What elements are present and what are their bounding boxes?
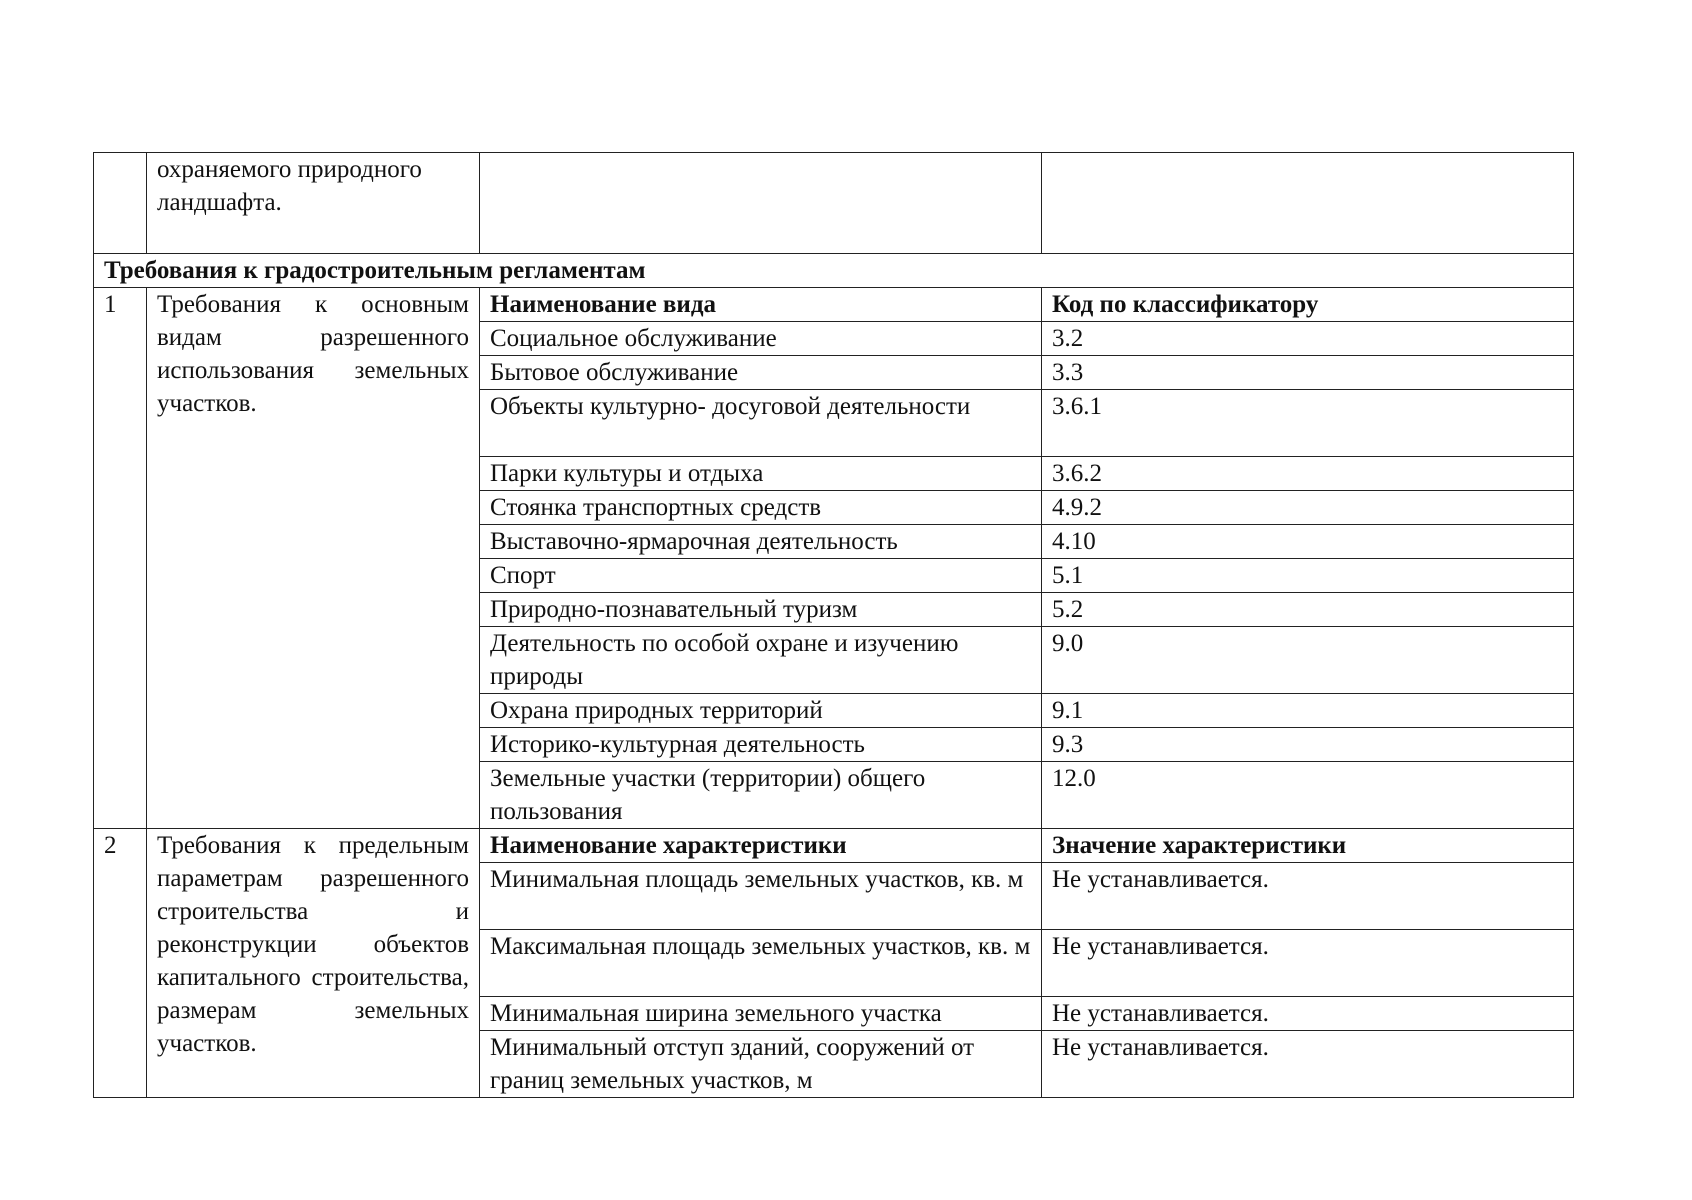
use-type-code: 4.9.2 xyxy=(1042,491,1574,525)
regulations-table xyxy=(93,152,1574,1098)
use-type-name: Природно-познавательный туризм xyxy=(480,593,1042,627)
characteristic-name: Минимальная ширина земельного участка xyxy=(480,997,1042,1031)
use-type-code: 3.6.1 xyxy=(1042,390,1574,457)
table-row xyxy=(94,829,1574,863)
column-header-characteristic: Наименование характеристики xyxy=(480,829,1042,863)
use-type-name: Социальное обслуживание xyxy=(480,322,1042,356)
row-number: 1 xyxy=(94,288,147,829)
use-type-name: Деятельность по особой охране и изучению природы xyxy=(480,627,1042,694)
characteristic-name: Максимальная площадь земельных участков, кв. м xyxy=(480,930,1042,997)
use-type-code: 3.6.2 xyxy=(1042,457,1574,491)
section-heading-row xyxy=(94,254,1574,288)
continuation-text: охраняемого природного ландшафта. xyxy=(147,153,480,254)
use-type-code: 5.2 xyxy=(1042,593,1574,627)
empty-cell xyxy=(1042,153,1574,254)
use-type-name: Парки культуры и отдыха xyxy=(480,457,1042,491)
use-type-name: Объекты культурно- досуговой деятельности xyxy=(480,390,1042,457)
use-type-name: Бытовое обслуживание xyxy=(480,356,1042,390)
use-type-code: 9.3 xyxy=(1042,728,1574,762)
use-type-code: 5.1 xyxy=(1042,559,1574,593)
table-row xyxy=(94,288,1574,322)
use-type-code: 4.10 xyxy=(1042,525,1574,559)
use-type-code: 3.3 xyxy=(1042,356,1574,390)
characteristic-value: Не устанавливается. xyxy=(1042,863,1574,930)
characteristic-value: Не устанавливается. xyxy=(1042,930,1574,997)
column-header-value: Значение характеристики xyxy=(1042,829,1574,863)
use-type-code: 12.0 xyxy=(1042,762,1574,829)
use-type-name: Охрана природных территорий xyxy=(480,694,1042,728)
column-header-code: Код по классификатору xyxy=(1042,288,1574,322)
continuation-row xyxy=(94,153,1574,254)
use-type-name: Спорт xyxy=(480,559,1042,593)
section-title: Требования к градостроительным регламентам xyxy=(94,254,1574,288)
column-header-name: Наименование вида xyxy=(480,288,1042,322)
characteristic-name: Минимальный отступ зданий, сооружений от границ земельных участков, м xyxy=(480,1031,1042,1098)
characteristic-value: Не устанавливается. xyxy=(1042,1031,1574,1098)
use-type-code: 3.2 xyxy=(1042,322,1574,356)
number-cell xyxy=(94,153,147,254)
use-type-name: Выставочно-ярмарочная деятельность xyxy=(480,525,1042,559)
use-type-code: 9.1 xyxy=(1042,694,1574,728)
use-type-name: Стоянка транспортных средств xyxy=(480,491,1042,525)
characteristic-name: Минимальная площадь земельных участков, кв. м xyxy=(480,863,1042,930)
use-type-name: Земельные участки (территории) общего пользования xyxy=(480,762,1042,829)
row-number: 2 xyxy=(94,829,147,1098)
empty-cell xyxy=(480,153,1042,254)
characteristic-value: Не устанавливается. xyxy=(1042,997,1574,1031)
requirement-description: Требования к предельным параметрам разрешенного строительства и реконструкции объектов капитального строительства, размерам земельных участков. xyxy=(147,829,480,1098)
requirement-description: Требования к основным видам разрешенного использования земельных участков. xyxy=(147,288,480,829)
use-type-code: 9.0 xyxy=(1042,627,1574,694)
use-type-name: Историко-культурная деятельность xyxy=(480,728,1042,762)
